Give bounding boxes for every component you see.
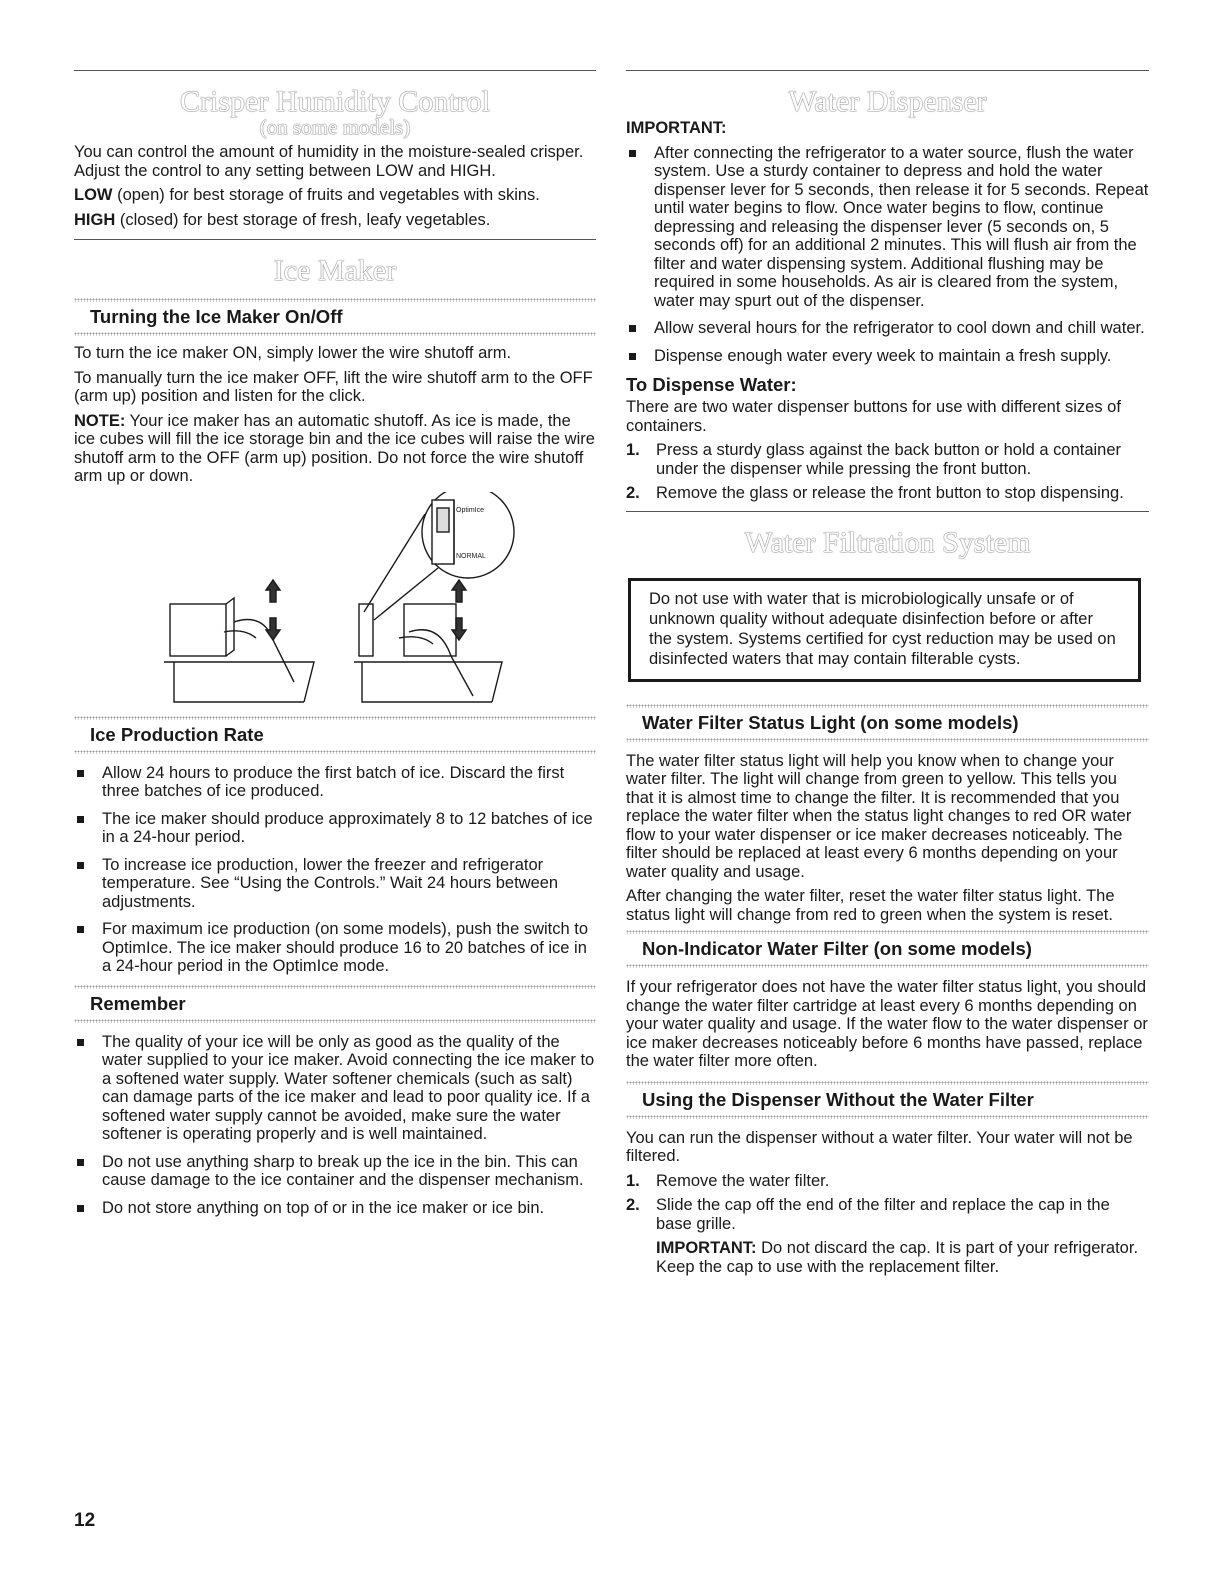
dotted-rule (74, 750, 596, 754)
low-text: (open) for best storage of fruits and vegetables with skins. (112, 186, 540, 204)
onoff-heading: Turning the Ice Maker On/Off (90, 306, 343, 327)
onoff-p2: To manually turn the ice maker OFF, lift the wire shutoff arm to the OFF (arm up) position and listen for the click. (74, 368, 593, 405)
list-item (626, 1172, 1149, 1191)
status-heading: Water Filter Status Light (on some models) (642, 711, 1019, 733)
rate-heading: Ice Production Rate (90, 723, 264, 745)
list-item (626, 484, 1149, 503)
dotted-rule (626, 738, 1149, 742)
section-rule (626, 511, 1149, 512)
dotted-rule (74, 298, 596, 302)
warning-text: Do not use with water that is microbiologically unsafe or of unknown quality without adequate disinfection before or after the system. Systems certified for cyst reduction may be used on disinfected waters that may contain filterable cysts. (649, 589, 1116, 668)
dotted-rule (626, 1081, 1149, 1085)
section-rule (74, 70, 596, 71)
crisper-intro: You can control the amount of humidity in the moisture-sealed crisper. Adjust the control to any setting between LOW and HIGH. (74, 143, 584, 180)
remember-list (74, 1033, 596, 1218)
water-dispenser-title: Water Dispenser (788, 85, 987, 118)
important-label: IMPORTANT: (656, 1239, 757, 1257)
step-number: 1. (626, 1171, 640, 1190)
without-p: You can run the dispenser without a water filter. Your water will not be filtered. (626, 1128, 1133, 1165)
step-text: Press a sturdy glass against the back button or hold a container under the dispenser while pressing the front button. (656, 441, 1122, 478)
list-item: Allow 24 hours to produce the first batch of ice. Discard the first three batches of ice produced. (74, 764, 596, 801)
crisper-title: Crisper Humidity Control (180, 85, 490, 118)
list-item: To increase ice production, lower the freezer and refrigerator temperature. See “Using the Controls.” Wait 24 hours between adjustments. (74, 856, 596, 912)
dotted-rule (74, 1019, 596, 1023)
step-number: 2. (626, 1196, 640, 1214)
without-important (626, 1239, 1149, 1276)
dotted-rule (74, 985, 596, 989)
step-number: 1. (626, 441, 640, 459)
section-rule (74, 239, 596, 240)
status-p2: After changing the water filter, reset the water filter status light. The status light will change from red to green when the system is reset. (626, 887, 1115, 924)
important-list (626, 144, 1149, 366)
warning-box (628, 578, 1141, 682)
ice-maker-title: Ice Maker (273, 254, 397, 287)
list-item: The quality of your ice will be only as good as the quality of the water supplied to your ice maker. Avoid connecting the ice maker to a softened water supply. Water softener chemicals (such as salt) can damage parts of the ice maker and lead to poor quality ice. If a softened water supply cannot be avoided, make sure the water softener is operating properly and is well maintained. (74, 1033, 596, 1144)
left-column (74, 70, 596, 1226)
without-steps (626, 1172, 1149, 1234)
list-item: Dispense enough water every week to maintain a fresh supply. (626, 347, 1149, 366)
dispense-heading: To Dispense Water: (626, 374, 797, 395)
dotted-rule (626, 964, 1149, 968)
dispense-steps (626, 441, 1149, 503)
right-column (626, 70, 1149, 1282)
filtration-title: Water Filtration System (744, 525, 1031, 559)
list-item: Do not use anything sharp to break up the ice in the bin. This can cause damage to the ice container and the dispenser mechanism. (74, 1153, 596, 1190)
list-item (626, 1196, 1149, 1233)
dotted-rule (626, 704, 1149, 708)
note-label: NOTE: (74, 411, 126, 430)
crisper-high (74, 211, 596, 230)
list-item: Allow several hours for the refrigerator to cool down and chill water. (626, 319, 1149, 338)
step-text: Remove the glass or release the front button to stop dispensing. (656, 484, 1124, 502)
important-label: IMPORTANT: (626, 119, 727, 137)
crisper-subtitle: (on some models) (259, 115, 411, 139)
nonind-heading: Non-Indicator Water Filter (on some models) (642, 938, 1032, 959)
remember-heading: Remember (90, 992, 186, 1014)
list-item (626, 441, 1149, 478)
dotted-rule (74, 716, 596, 720)
ice-note (74, 412, 596, 486)
low-label: LOW (74, 186, 113, 204)
without-heading: Using the Dispenser Without the Water Filter (642, 1088, 1034, 1110)
step-number: 2. (626, 484, 640, 502)
list-item: For maximum ice production (on some models), push the switch to OptimIce. The ice maker should produce 16 to 20 batches of ice in a 24-hour period in the OptimIce mode. (74, 920, 596, 976)
dotted-rule (626, 1115, 1149, 1119)
rate-list (74, 764, 596, 976)
high-text: (closed) for best storage of fresh, leafy vegetables. (115, 210, 491, 229)
dispense-intro: There are two water dispenser buttons for use with different sizes of containers. (626, 398, 1121, 435)
ice-maker-illustration (74, 492, 596, 710)
step-text: Remove the water filter. (656, 1171, 830, 1190)
switch-label-optimice: OptimIce (456, 506, 485, 514)
dotted-rule (626, 930, 1149, 934)
crisper-low (74, 186, 596, 205)
dotted-rule (74, 332, 596, 336)
section-rule (626, 70, 1149, 71)
switch-label-normal: NORMAL (456, 552, 486, 560)
onoff-p1: To turn the ice maker ON, simply lower the wire shutoff arm. (74, 344, 512, 362)
list-item: After connecting the refrigerator to a water source, flush the water system. Use a sturdy container to depress and hold the water dispenser lever for 5 seconds, then release it for 5 seconds. Repeat until water begins to flow. Once water begins to flow, continue depressing and releasing the dispenser lever (5 seconds on, 5 seconds off) for an additional 2 minutes. This will flush air from the filter and water dispensing system. Additional flushing may be required in some households. As air is cleared from the system, water may spurt out of the dispenser. (626, 144, 1149, 311)
status-p1: The water filter status light will help you know when to change your water filter. The light will change from green to yellow. This tells you that it is almost time to change the filter. It is recommended that you replace the water filter when the status light changes to red OR water flow to your water dispenser or ice maker decreases noticeably. The filter should be replaced at least every 6 months depending on your water quality and usage. (626, 751, 1132, 881)
nonind-p: If your refrigerator does not have the water filter status light, you should change the water filter cartridge at least every 6 months depending on your water quality and usage. If the water flow to the water dispenser or ice maker decreases noticeably before 6 months have passed, replace the water filter more often. (626, 978, 1148, 1070)
important-text: Do not discard the cap. It is part of your refrigerator. Keep the cap to use with the replacement filter. (656, 1239, 1139, 1276)
high-label: HIGH (74, 210, 116, 229)
list-item: Do not store anything on top of or in the ice maker or ice bin. (74, 1199, 596, 1218)
ice-maker-diagram (74, 492, 596, 710)
page-number: 12 (74, 1510, 96, 1531)
list-item: The ice maker should produce approximately 8 to 12 batches of ice in a 24-hour period. (74, 810, 596, 847)
note-text: Your ice maker has an automatic shutoff. As ice is made, the ice cubes will fill the ice storage bin and the ice cubes will raise the wire shutoff arm to the OFF (arm up) position. Do not force the wire shutoff arm up or down. (74, 411, 595, 485)
step-text: Slide the cap off the end of the filter and replace the cap in the base grille. (656, 1196, 1110, 1233)
